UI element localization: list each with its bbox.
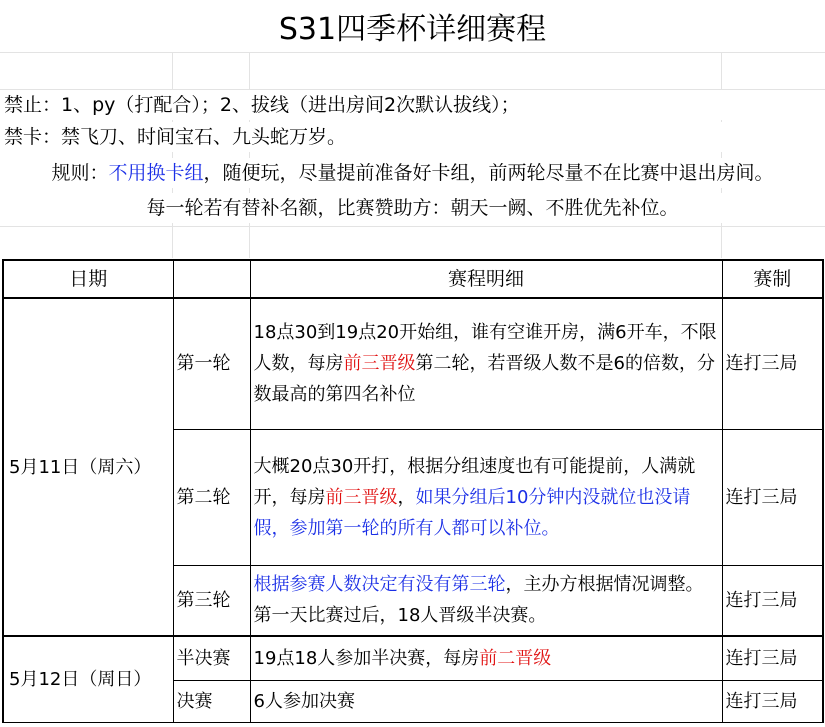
substitute-rule-line: 每一轮若有替补名额，比赛赞助方：朝天一阙、不胜优先补位。: [0, 193, 825, 223]
format-cell: 连打三局: [722, 636, 823, 680]
header-detail: 赛程明细: [250, 260, 722, 298]
ban-text: 1、py（打配合）；2、拔线（进出房间2次默认拔线）；: [61, 94, 520, 116]
detail-cell: [250, 429, 722, 565]
rule-highlight: 不用换卡组: [108, 162, 204, 184]
detail-text: ，: [397, 486, 416, 508]
detail-cell: 6人参加决赛: [250, 680, 722, 722]
round-cell: 第三轮: [173, 565, 250, 636]
format-cell: 连打三局: [722, 298, 823, 429]
detail-text: 大概20点30开打，根据分组速度也有可能提前，人满就开，每房: [253, 455, 696, 508]
detail-highlight-red: 前二晋级: [479, 647, 552, 669]
gridline: [0, 52, 825, 53]
ban-rule-line: [0, 90, 825, 120]
detail-highlight-red: 前三晋级: [343, 353, 416, 375]
round-cell: 第一轮: [173, 298, 250, 429]
header-round: [173, 260, 250, 298]
banned-cards-text: 禁飞刀、时间宝石、九头蛇万岁。: [61, 126, 347, 148]
date-cell: 5月11日（周六）: [3, 298, 173, 636]
banned-cards-label: 禁卡：: [4, 126, 62, 148]
detail-text: ，主办方根据情况调整。第一天比赛过后，18人晋级半决赛。: [253, 574, 704, 627]
detail-cell: [250, 565, 722, 636]
header-date: 日期: [3, 260, 173, 298]
schedule-table: [2, 259, 824, 723]
detail-text: 第二轮，若晋级人数不是6的倍数，分数最高的第四名补位: [253, 353, 715, 406]
format-cell: 连打三局: [722, 565, 823, 636]
banned-cards-line: [0, 122, 825, 152]
gridline: [0, 226, 825, 227]
round-cell: 第二轮: [173, 429, 250, 565]
round-cell: 决赛: [173, 680, 250, 722]
detail-cell: [250, 636, 722, 680]
round-cell: 半决赛: [173, 636, 250, 680]
page-title: S31四季杯详细赛程: [0, 0, 825, 52]
detail-cell: [250, 298, 722, 429]
format-cell: 连打三局: [722, 680, 823, 722]
rule-label: 规则：: [51, 162, 109, 184]
detail-highlight-red: 前三晋级: [325, 486, 398, 508]
format-cell: 连打三局: [722, 429, 823, 565]
detail-text: 18点30到19点20开始组，谁有空谁开房，满6开车，不限人数，每房: [253, 322, 717, 375]
header-format: 赛制: [722, 260, 823, 298]
detail-highlight-blue: 根据参赛人数决定有没有第三轮: [253, 574, 506, 596]
general-rule-line: [0, 158, 825, 188]
detail-highlight-blue: 如果分组后10分钟内没就位也没请假，参加第一轮的所有人都可以补位。: [253, 486, 691, 539]
detail-text: 19点18人参加半决赛，每房: [253, 647, 480, 669]
table-row: [3, 636, 823, 680]
rule-text: ，随便玩，尽量提前准备好卡组，前两轮尽量不在比赛中退出房间。: [203, 162, 774, 184]
ban-label: 禁止：: [4, 94, 62, 116]
date-cell: 5月12日（周日）: [3, 636, 173, 722]
table-header-row: [3, 260, 823, 298]
table-row: [3, 298, 823, 429]
